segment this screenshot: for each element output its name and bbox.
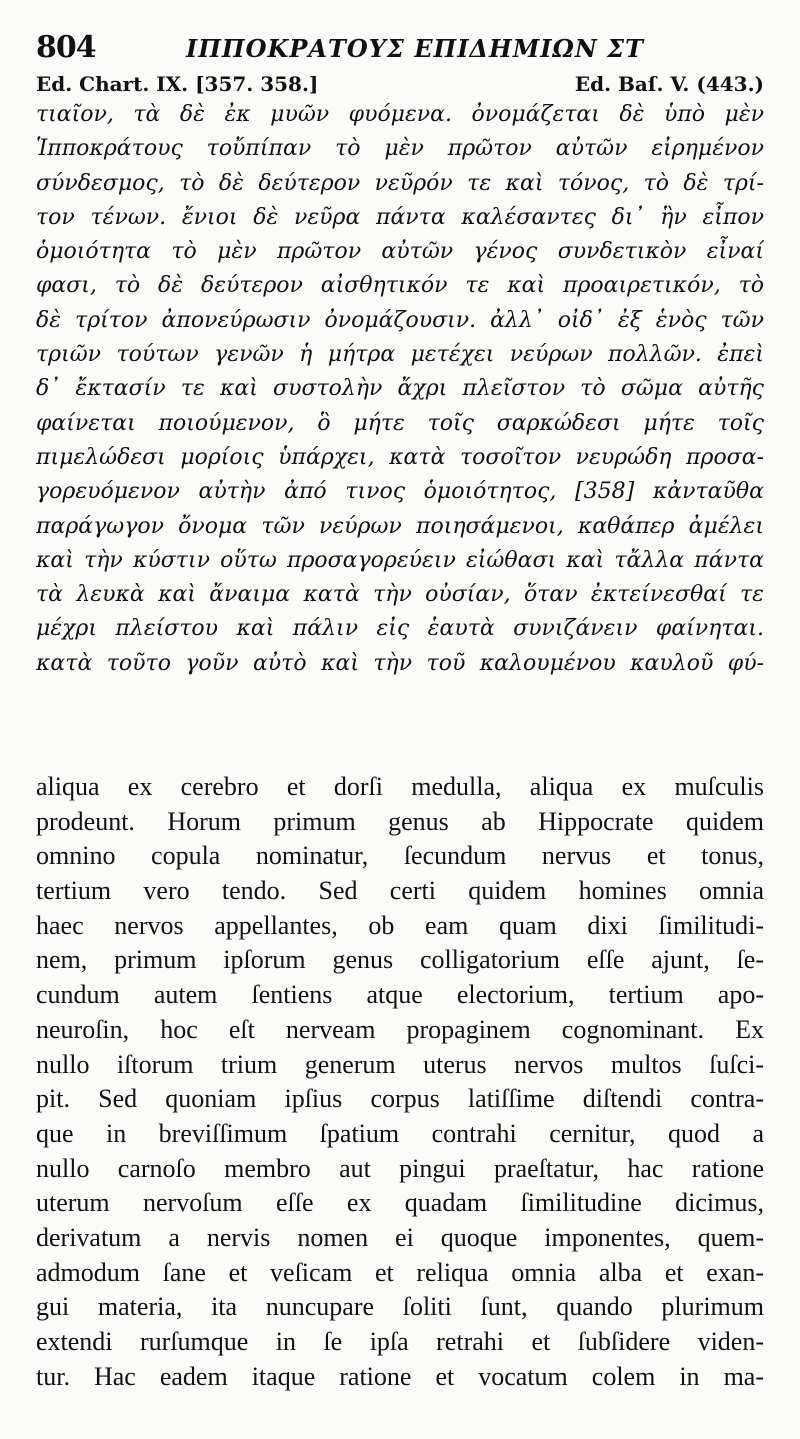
latin-line: nullo carnoſo membro aut pingui praeſtatur, hac ratione <box>36 1153 764 1183</box>
edition-basel-reference: Ed. Baſ. V. (443.) <box>574 72 764 96</box>
greek-text-block <box>36 98 764 681</box>
latin-line: haec nervos appellantes, ob eam quam dixi ſimilitudi- <box>36 910 764 940</box>
greek-line: Ἱπποκράτους τοὔπίπαν τὸ μὲν πρῶτον αὐτῶν εἰρημένον <box>36 136 764 162</box>
greek-line: πιμελώδεσι μορίοις ὑπάρχει, κατὰ τοσοῖτον νευρώδη προσα- <box>36 444 764 470</box>
latin-line: prodeunt. Horum primum genus ab Hippocrate quidem <box>36 806 764 836</box>
latin-line: derivatum a nervis nomen ei quoque imponentes, quem- <box>36 1222 764 1252</box>
latin-line: aliqua ex cerebro et dorſi medulla, aliqua ex muſculis <box>36 772 764 801</box>
edition-reference-line <box>36 72 764 100</box>
latin-line: que in breviſſimum ſpatium contrahi cernitur, quod a <box>36 1118 764 1148</box>
greek-line: τριῶν τούτων γενῶν ἡ μήτρα μετέχει νεύρων πολλῶν. ἐπεὶ <box>36 342 764 368</box>
greek-line: σύνδεσμος, τὸ δὲ δεύτερον νεῦρόν τε καὶ τόνος, τὸ δὲ τρί- <box>36 170 764 196</box>
latin-line: admodum ſane et veſicam et reliqua omnia alba et exan- <box>36 1257 764 1287</box>
page-number: 804 <box>36 30 96 65</box>
latin-line: uterum nervoſum eſſe ex quadam ſimilitudine dicimus, <box>36 1188 764 1218</box>
latin-line: omnino copula nominatur, ſecundum nervus et tonus, <box>36 841 764 871</box>
greek-line: παράγωγον ὄνομα τῶν νεύρων ποιησάμενοι, καθάπερ ἀμέλει <box>36 513 764 539</box>
greek-line: κατὰ τοῦτο γοῦν αὐτὸ καὶ τὴν τοῦ καλουμένου καυλοῦ φύ- <box>36 650 764 676</box>
running-title: ΙΠΠΟΚΡΑΤΟΥΣ ΕΠΙΔΗΜΙΩΝ ΣΤ <box>186 34 645 63</box>
page-header <box>36 30 764 70</box>
greek-line: τιαῖον, τὰ δὲ ἐκ μυῶν φυόμενα. ὀνομάζεται δὲ ὑπὸ μὲν <box>36 102 764 127</box>
latin-line: nem, primum ipſorum genus colligatorium eſſe ajunt, ſe- <box>36 945 764 975</box>
latin-line: extendi rurſumque in ſe ipſa retrahi et ſubſidere viden- <box>36 1327 764 1356</box>
greek-line: φαίνεται ποιούμενον, ὃ μήτε τοῖς σαρκώδεσι μήτε τοῖς <box>36 410 764 436</box>
latin-line: nullo iſtorum trium generum uterus nervos multos ſuſci- <box>36 1049 764 1079</box>
latin-line: tertium vero tendo. Sed certi quidem homines omnia <box>36 876 764 906</box>
latin-line: cundum autem ſentiens atque electorium, tertium apo- <box>36 980 764 1010</box>
greek-line: ὁμοιότητα τὸ μὲν πρῶτον αὐτῶν γένος συνδετικὸν εἶναί <box>36 239 764 265</box>
latin-text-block <box>36 770 764 1394</box>
latin-line: gui materia, ita nuncupare ſoliti ſunt, quando plurimum <box>36 1292 764 1322</box>
latin-line: tur. Hac eadem itaque ratione et vocatum colem in ma- <box>36 1361 764 1391</box>
latin-line: neuroſin, hoc eſt nerveam propaginem cognominant. Ex <box>36 1014 764 1044</box>
greek-line: γορευόμενον αὐτὴν ἀπό τινος ὁμοιότητος, [358] κἀνταῦθα <box>36 479 764 505</box>
greek-line: τὰ λευκὰ καὶ ἄναιμα κατὰ τὴν οὐσίαν, ὅταν ἐκτείνεσθαί τε <box>36 582 764 608</box>
greek-line: δὲ τρίτον ἀπονεύρωσιν ὀνομάζουσιν. ἀλλ᾽ οἰδ᾽ ἐξ ἑνὸς τῶν <box>36 307 764 333</box>
latin-line: pit. Sed quoniam ipſius corpus latiſſime diſtendi contra- <box>36 1084 764 1114</box>
greek-line: μέχρι πλείστου καὶ πάλιν εἰς ἑαυτὰ συνιζάνειν φαίνηται. <box>36 616 764 642</box>
edition-chart-reference: Ed. Chart. IX. [357. 358.] <box>36 72 319 96</box>
greek-line: φασι, τὸ δὲ δεύτερον αἰσθητικόν τε καὶ προαιρετικόν, τὸ <box>36 273 764 299</box>
greek-line: τον τένων. ἔνιοι δὲ νεῦρα πάντα καλέσαντες δι᾽ ἣν εἶπον <box>36 204 764 230</box>
greek-line: καὶ τὴν κύστιν οὕτω προσαγορεύειν εἰώθασι καὶ τἄλλα πάντα <box>36 547 764 573</box>
greek-line: δ᾽ ἔκτασίν τε καὶ συστολὴν ἄχρι πλεῖστον τὸ σῶμα αὐτῆς <box>36 376 764 402</box>
